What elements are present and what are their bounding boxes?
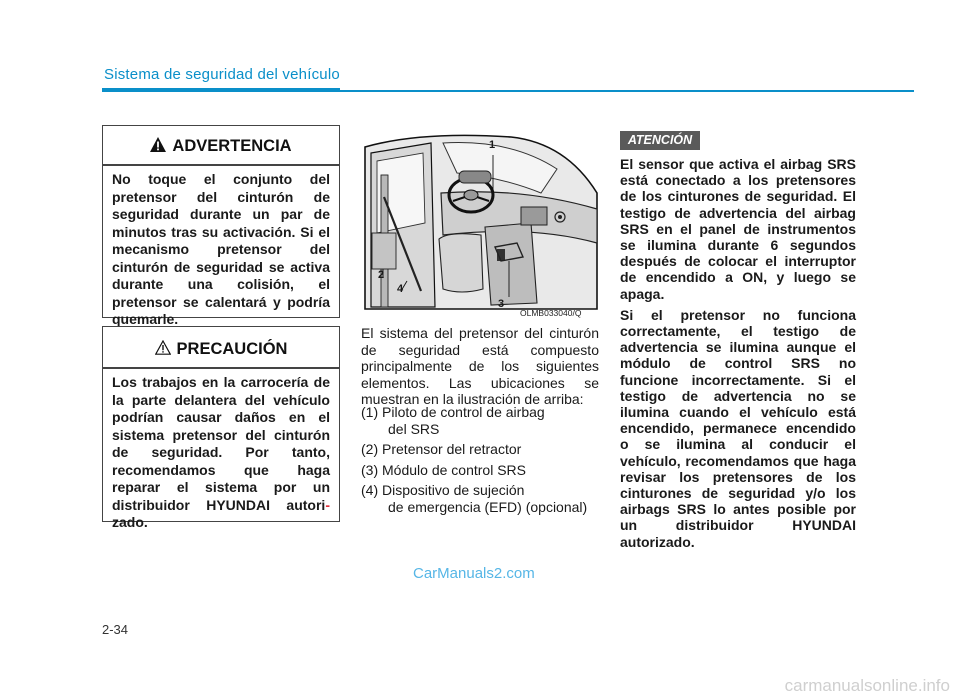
header-rule-thick: [102, 88, 340, 92]
callout-3: 3: [498, 298, 505, 310]
caution-triangle-icon: [155, 328, 171, 372]
vehicle-interior-illustration: [361, 131, 599, 318]
list-number: (3): [361, 461, 379, 478]
watermark-center: CarManuals2.com: [413, 565, 535, 582]
watermark-corner: carmanualsonline.info: [784, 676, 950, 695]
attention-paragraph-2: Si el pretensor no funciona correctamente, el testigo de advertencia se ilumina aunque el módulo de control SRS no funcione incorrectamente. Si el testigo de advertencia no se ilumina cuando el vehículo está encendido, permanece encendido o se ilumina al conducir el vehículo, recomendamos que haga revisar los pretensores de los cinturones de seguridad y/o los airbags SRS lo antes posible por un distribuidor HYUNDAI autorizado.: [620, 306, 856, 550]
attention-body: [620, 156, 856, 555]
list-text: Módulo de control SRS: [382, 461, 526, 478]
header-rule-thin: [340, 90, 914, 92]
caution-body-hyphen: -: [325, 496, 330, 513]
warning-box-header: [103, 126, 339, 164]
warning-triangle-icon: [150, 127, 166, 167]
page-number: 2-34: [102, 622, 129, 637]
list-number: (2): [361, 441, 379, 457]
list-text: Pretensor del retractor: [382, 441, 522, 457]
callout-4: 4: [397, 283, 404, 295]
intro-paragraph: El sistema del pretensor del cinturón de seguridad está compuesto principalmente de los siguientes elementos. Las ubicaciones se muestran en la ilustración de arriba:: [361, 325, 599, 407]
warning-body: No toque el conjunto del pretensor del cinturón de seguridad durante un par de minutos tras su activación. Si el mecanismo pretensor del cinturón de seguridad se activa durante una colisión, el pretensor se calentará y podría quemarle.: [112, 171, 330, 327]
list-text: Piloto de control de airbag: [382, 404, 545, 420]
caution-body-text: Los trabajos en la carrocería de la parte delantera del vehículo podrían causar daños en el sistema pretensor del cinturón de seguridad. Por tanto, recomendamos que haga reparar el sistema por un distribuidor HYUNDAI autori: [112, 374, 330, 513]
list-text-continued: de emergencia (EFD) (opcional): [388, 498, 588, 515]
callout-2: 2: [378, 269, 385, 281]
callout-1: 1: [489, 139, 496, 151]
caution-body: [112, 374, 330, 532]
section-title: Sistema de seguridad del vehículo: [104, 66, 340, 83]
caution-title: PRECAUCIÓN: [176, 340, 288, 358]
list-text-continued: del SRS: [388, 420, 440, 437]
caution-box-header: [103, 327, 339, 367]
list-number: (1): [361, 404, 379, 420]
list-item: [361, 462, 599, 479]
list-text: Dispositivo de sujeción: [382, 482, 525, 498]
illustration-caption: OLMB033040/Q: [520, 308, 582, 318]
list-item: [361, 441, 599, 458]
caution-box-divider: [103, 367, 339, 369]
attention-paragraph-1: El sensor que activa el airbag SRS está conectado a los pretensores de los cinturones de seguridad. El testigo de advertencia del airbag SRS en el panel de instrumentos se ilumina durante 6 segundos después de colocar el interruptor de encendido a ON, y luego se apaga.: [620, 156, 856, 302]
warning-box-divider: [103, 164, 339, 166]
caution-box: [102, 326, 340, 530]
attention-label: ATENCIÓN: [620, 131, 700, 150]
warning-box: [102, 125, 340, 327]
list-item: [361, 404, 599, 437]
warning-title: ADVERTENCIA: [172, 137, 292, 155]
list-item: [361, 482, 599, 515]
caution-body-end: zado.: [112, 514, 148, 530]
list-number: (4): [361, 482, 379, 498]
component-list: [361, 404, 599, 515]
